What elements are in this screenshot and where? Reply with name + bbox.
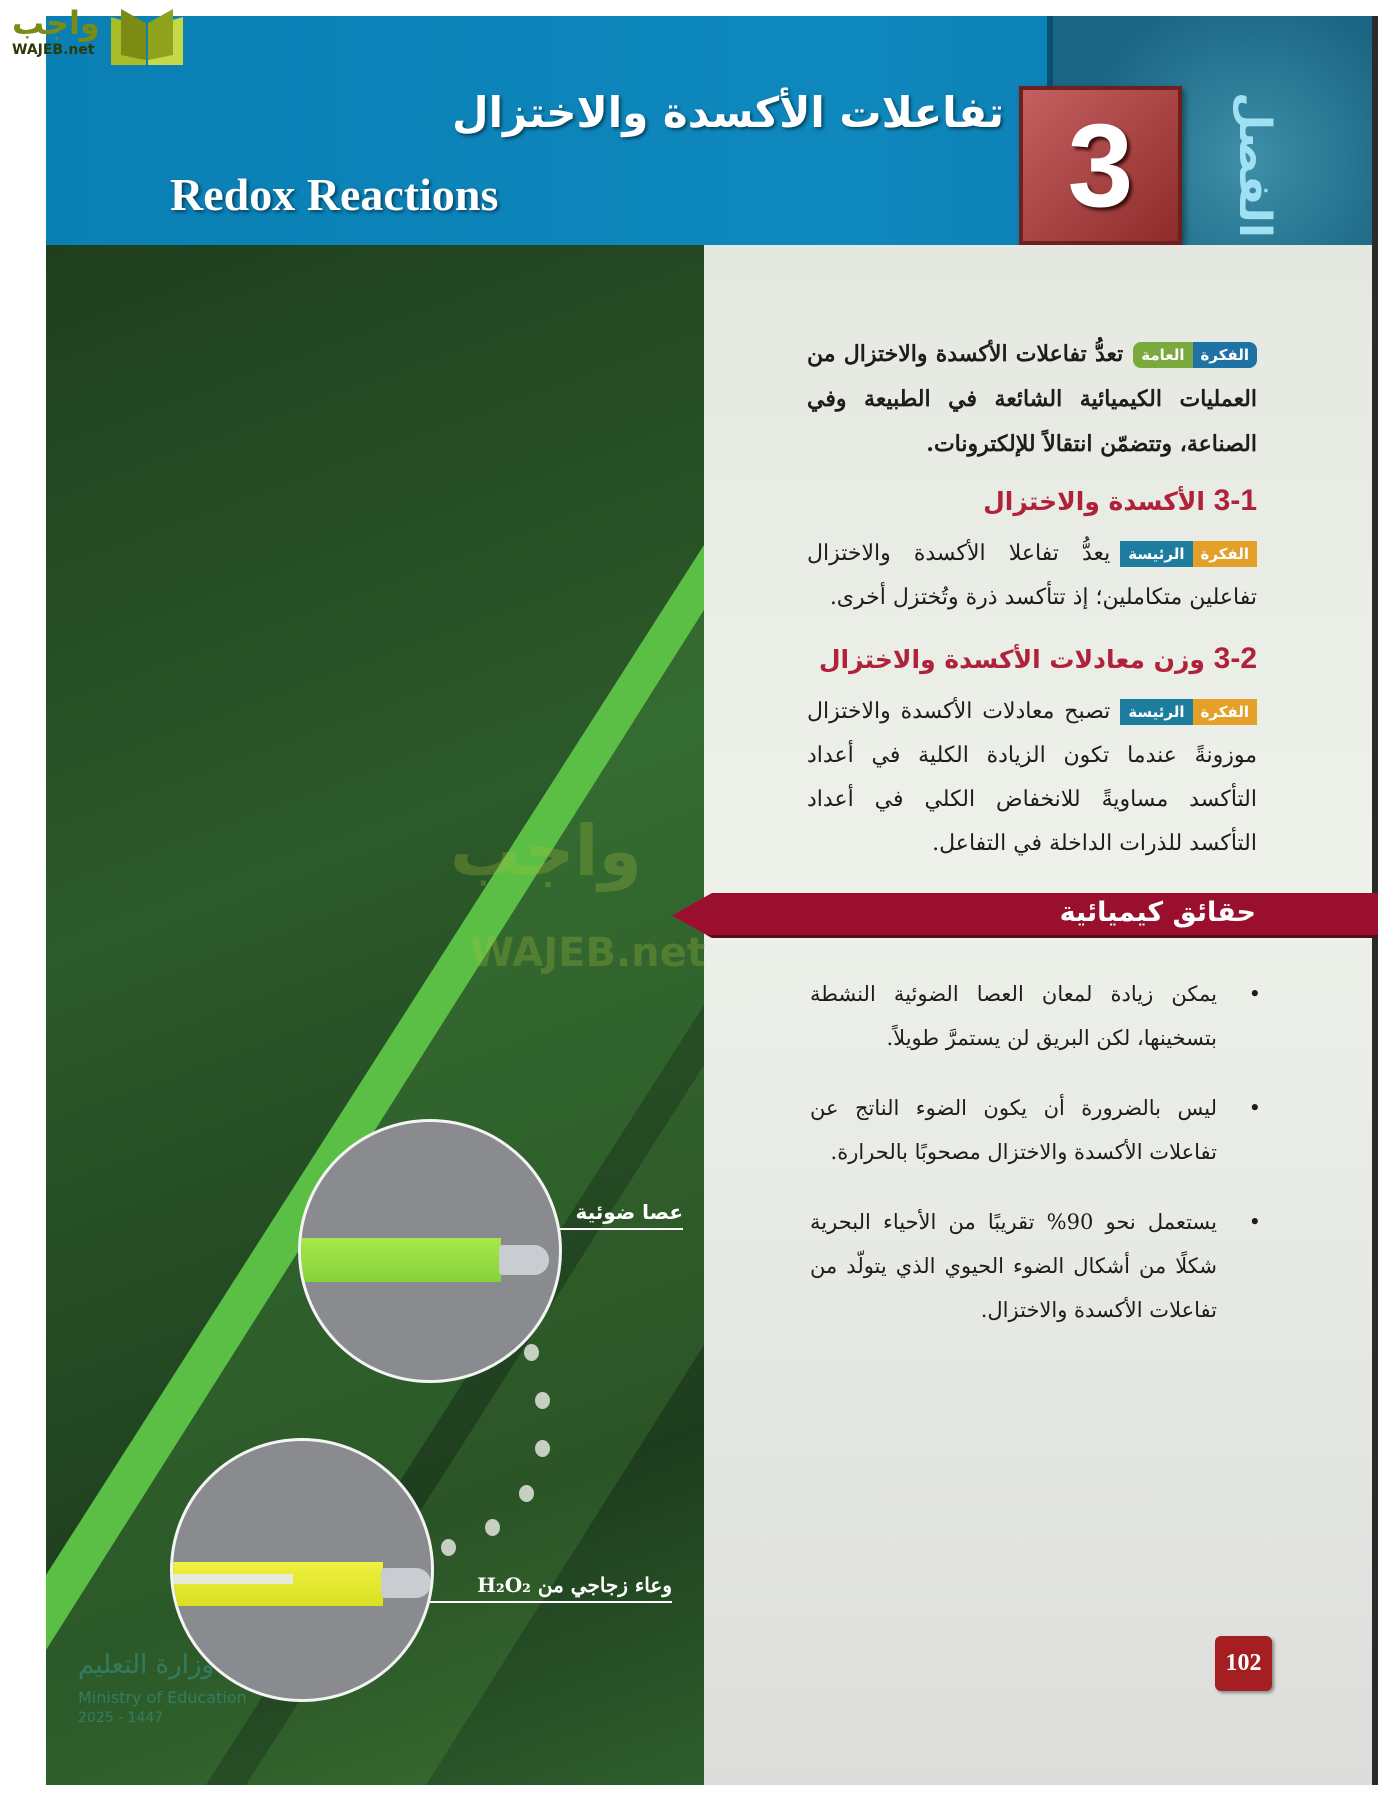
watermark-arabic: واجب xyxy=(450,810,643,892)
watermark-english: WAJEB.net xyxy=(470,930,706,976)
section-number: 3-1 xyxy=(1213,484,1257,517)
ministry-logo-arabic: وزارة التعليم xyxy=(78,1650,215,1680)
section-heading xyxy=(819,642,1257,676)
facts-banner xyxy=(672,893,1378,938)
wajeb-logo-arabic: واجب xyxy=(12,4,100,42)
chapter-word: الفصل xyxy=(1229,92,1280,238)
section-title: الأكسدة والاختزال xyxy=(983,487,1205,516)
glow-stick xyxy=(173,1562,383,1606)
section-title: وزن معادلات الأكسدة والاختزال xyxy=(818,645,1205,674)
section-text: تصبح معادلات الأكسدة والاختزال موزونةً عندما تكون الزيادة الكلية في أعداد التأكسد مساويةً للانخفاض الكلي في أعداد التأكسد للذرات الداخلة في التفاعل. xyxy=(807,699,1257,856)
list-item: • يستعمل نحو 90% تقريبًا من الأحياء البحرية شكلًا من أشكال الضوء الحيوي الذي يتولّد من تفاعلات الأكسدة والاختزال. xyxy=(810,1200,1265,1332)
facts-title: حقائق كيميائية xyxy=(1059,897,1256,928)
main-idea-badge xyxy=(1120,699,1257,725)
glow-stick xyxy=(301,1238,501,1282)
section-main-idea xyxy=(807,532,1257,620)
hook xyxy=(381,1568,431,1598)
connector-dot xyxy=(441,1539,456,1556)
chapter-number: 3 xyxy=(1067,99,1134,232)
chapter-title-arabic: تفاعلات الأكسدة والاختزال xyxy=(452,88,1004,137)
facts-list xyxy=(810,972,1265,1358)
connector-dot xyxy=(535,1392,550,1409)
label-glow-stick: عصا ضوئية xyxy=(560,1200,683,1230)
book-icon xyxy=(106,5,188,67)
section-heading xyxy=(983,484,1257,518)
badge-label: الفكرة xyxy=(1193,342,1257,368)
connector-dot xyxy=(524,1344,539,1361)
hook xyxy=(499,1245,549,1275)
section-number: 3-2 xyxy=(1213,642,1257,675)
connector-dot xyxy=(535,1440,550,1457)
list-item: • يمكن زيادة لمعان العصا الضوئية النشطة بتسخينها، لكن البريق لن يستمرَّ طويلاً. xyxy=(810,972,1265,1060)
badge-label: الرئيسة xyxy=(1120,541,1192,567)
connector-dot xyxy=(519,1485,534,1502)
section-main-idea xyxy=(807,690,1257,866)
chapter-number-box xyxy=(1019,86,1182,245)
glow-stick-zoom-circle xyxy=(298,1119,562,1383)
glass-vial xyxy=(173,1574,293,1584)
connector-dot xyxy=(485,1519,500,1536)
big-idea xyxy=(807,332,1257,467)
big-idea-text: تعدُّ تفاعلات الأكسدة والاختزال من العمليات الكيميائية الشائعة في الطبيعة وفي الصناعة، وتتضمّن انتقالاً للإلكترونات. xyxy=(807,341,1257,457)
badge-label: العامة xyxy=(1133,342,1192,368)
main-idea-badge xyxy=(1120,541,1257,567)
chapter-title-english: Redox Reactions xyxy=(170,169,499,220)
wajeb-logo-english: WAJEB.net xyxy=(12,42,95,58)
ministry-year: 2025 - 1447 xyxy=(78,1710,164,1726)
badge-label: الرئيسة xyxy=(1120,699,1192,725)
section-text: يعدُّ تفاعلا الأكسدة والاختزال تفاعلين متكاملين؛ إذ تتأكسد ذرة وتُختزل أخرى. xyxy=(807,541,1257,610)
big-idea-badge xyxy=(1133,342,1257,368)
label-h2o2-vial: وعاء زجاجي من H₂O₂ xyxy=(430,1573,672,1603)
page-number: 102 xyxy=(1215,1636,1272,1691)
ministry-logo-english: Ministry of Education xyxy=(78,1688,247,1707)
badge-label: الفكرة xyxy=(1193,699,1257,725)
badge-label: الفكرة xyxy=(1193,541,1257,567)
list-item: • ليس بالضرورة أن يكون الضوء الناتج عن تفاعلات الأكسدة والاختزال مصحوبًا بالحرارة. xyxy=(810,1086,1265,1174)
